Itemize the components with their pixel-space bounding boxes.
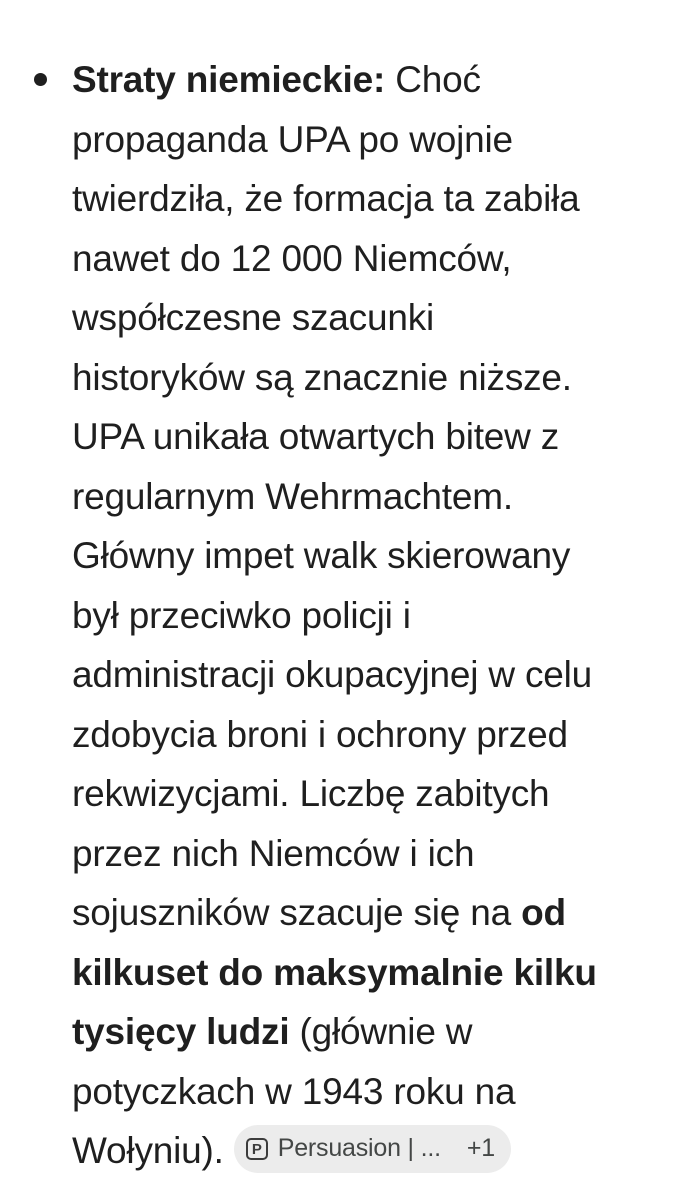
text-line: Wołyniu). P Persuasion | ... +1 [72, 1121, 662, 1181]
emphasis-text: od [521, 892, 566, 933]
text-line: sojuszników szacuje się na od [72, 892, 566, 933]
text-line: UPA unikała otwartych bitew z [72, 416, 560, 457]
text-line: historyków są znacznie niższe. [72, 356, 572, 398]
emphasis-text: kilkuset do maksymalnie kilku [72, 951, 597, 993]
publication-icon: P [246, 1138, 268, 1160]
text-line: nawet do 12 000 Niemców, [72, 237, 512, 279]
text-line: twierdziła, że formacja ta zabiła [72, 178, 580, 219]
text-line: współczesne szacunki [72, 297, 435, 338]
bullet-point [34, 73, 47, 86]
source-chip-label: Persuasion | ... [277, 1134, 441, 1163]
text-line: administracji okupacyjnej w celu [72, 654, 593, 695]
text-line: zdobycia broni i ochrony przed [72, 713, 568, 755]
text-line: propaganda UPA po wojnie [72, 118, 513, 160]
text-line: Straty niemieckie: Choć [72, 59, 481, 100]
bullet-paragraph [72, 50, 662, 1181]
text-line: przez nich Niemców i ich [72, 832, 475, 874]
emphasis-text: tysięcy ludzi [72, 1011, 290, 1052]
source-citation-chip[interactable] [234, 1125, 511, 1173]
text-line: rekwizycjami. Liczbę zabitych [72, 773, 550, 814]
bullet-heading: Straty niemieckie: [72, 59, 386, 100]
text-line: Główny impet walk skierowany [72, 535, 571, 576]
text-line: regularnym Wehrmachtem. [72, 475, 513, 517]
text-line: potyczkach w 1943 roku na [72, 1070, 516, 1112]
source-chip-count: +1 [466, 1134, 495, 1163]
text-line: tysięcy ludzi (głównie w [72, 1011, 473, 1052]
text-line: był przeciwko policji i [72, 594, 411, 636]
